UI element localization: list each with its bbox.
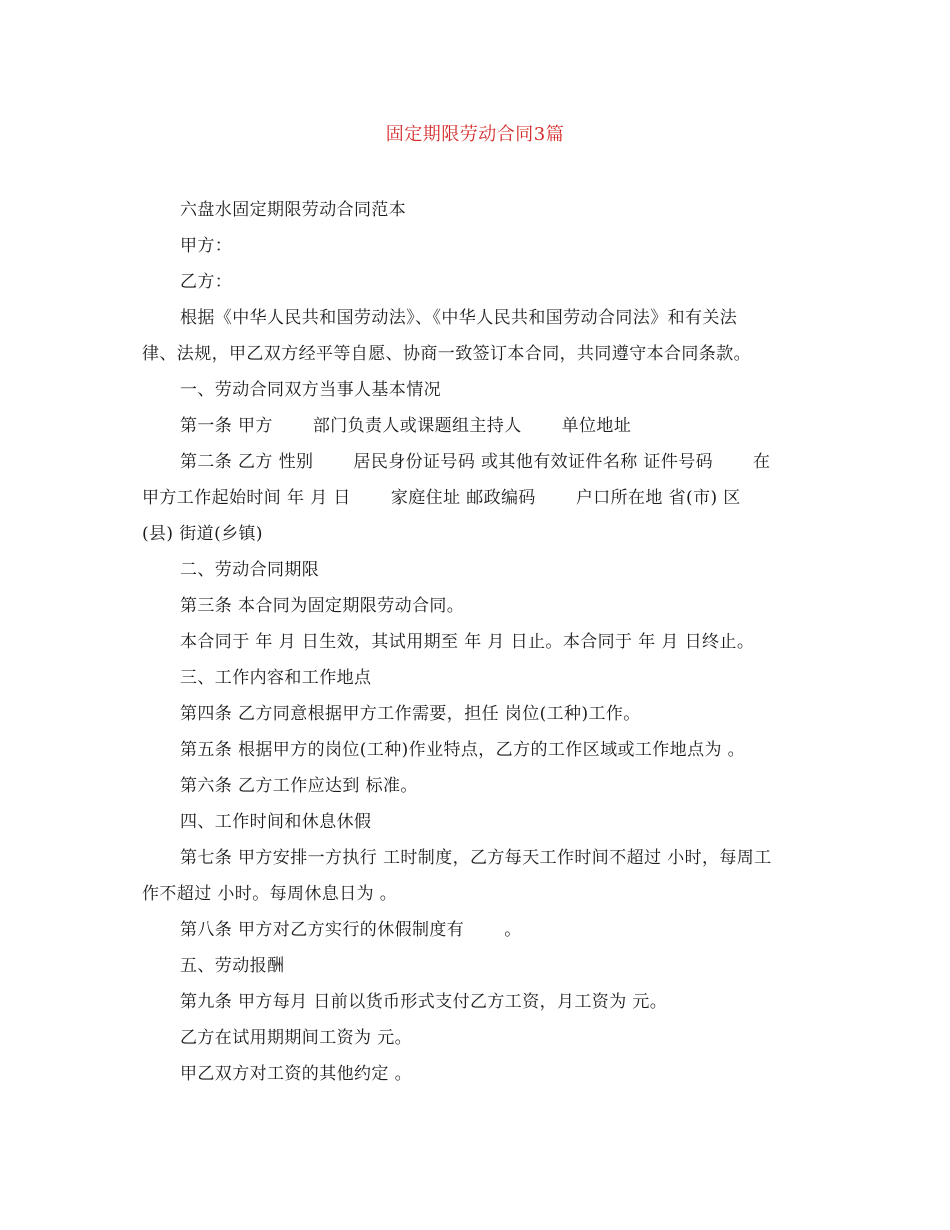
article-8-part-b: 。	[504, 920, 522, 940]
article-2-part-c: 在	[753, 452, 771, 472]
section-heading-2: 二、劳动合同期限	[180, 560, 320, 580]
article-2-part-e: 家庭住址 邮政编码	[390, 488, 536, 508]
article-2-part-f: 户口所在地 省(市) 区	[575, 488, 741, 508]
article-4: 第四条 乙方同意根据甲方工作需要，担任 岗位(工种)工作。	[180, 704, 641, 724]
article-2-part-b: 居民身份证号码 或其他有效证件名称 证件号码	[353, 452, 714, 472]
document-title: 固定期限劳动合同3篇	[385, 124, 565, 145]
article-8	[180, 918, 522, 942]
article-1-part-c: 单位地址	[561, 416, 632, 436]
party-a-label: 甲方：	[180, 236, 233, 256]
party-b-label: 乙方：	[180, 272, 233, 292]
article-2-line-1	[180, 450, 770, 474]
other-wage-terms: 甲乙双方对工资的其他约定 。	[180, 1064, 413, 1084]
article-7-line-1: 第七条 甲方安排一方执行 工时制度，乙方每天工作时间不超过 小时，每周工	[180, 848, 772, 868]
article-1-part-b: 部门负责人或课题组主持人	[312, 416, 522, 436]
article-2-line-3: (县) 街道(乡镇)	[142, 524, 263, 544]
preamble-line-2: 律、法规，甲乙双方经平等自愿、协商一致签订本合同，共同遵守本合同条款。	[142, 344, 751, 364]
section-heading-5: 五、劳动报酬	[180, 956, 285, 976]
article-6: 第六条 乙方工作应达到 标准。	[180, 776, 418, 796]
article-2-part-d: 甲方工作起始时间 年 月 日	[142, 488, 351, 508]
article-2-part-a: 第二条 乙方 性别	[180, 452, 314, 472]
article-1-part-a: 第一条 甲方	[180, 416, 273, 436]
contract-heading: 六盘水固定期限劳动合同范本	[180, 200, 407, 220]
article-5: 第五条 根据甲方的岗位(工种)作业特点，乙方的工作区域或工作地点为 。	[180, 740, 746, 760]
article-1	[180, 414, 631, 438]
section-heading-3: 三、工作内容和工作地点	[180, 668, 372, 688]
preamble-line-1: 根据《中华人民共和国劳动法》、《中华人民共和国劳动合同法》和有关法	[180, 308, 738, 328]
section-heading-4: 四、工作时间和休息休假	[180, 812, 372, 832]
article-3: 第三条 本合同为固定期限劳动合同。	[180, 596, 465, 616]
probation-wage: 乙方在试用期期间工资为 元。	[180, 1028, 413, 1048]
term-dates: 本合同于 年 月 日生效，其试用期至 年 月 日止。本合同于 年 月 日终止。	[180, 632, 755, 652]
article-9: 第九条 甲方每月 日前以货币形式支付乙方工资，月工资为 元。	[180, 992, 668, 1012]
article-2-line-2	[142, 486, 741, 510]
section-heading-1: 一、劳动合同双方当事人基本情况	[180, 380, 441, 400]
article-8-part-a: 第八条 甲方对乙方实行的休假制度有	[180, 920, 465, 940]
article-7-line-2: 作不超过 小时。每周休息日为 。	[142, 884, 398, 904]
